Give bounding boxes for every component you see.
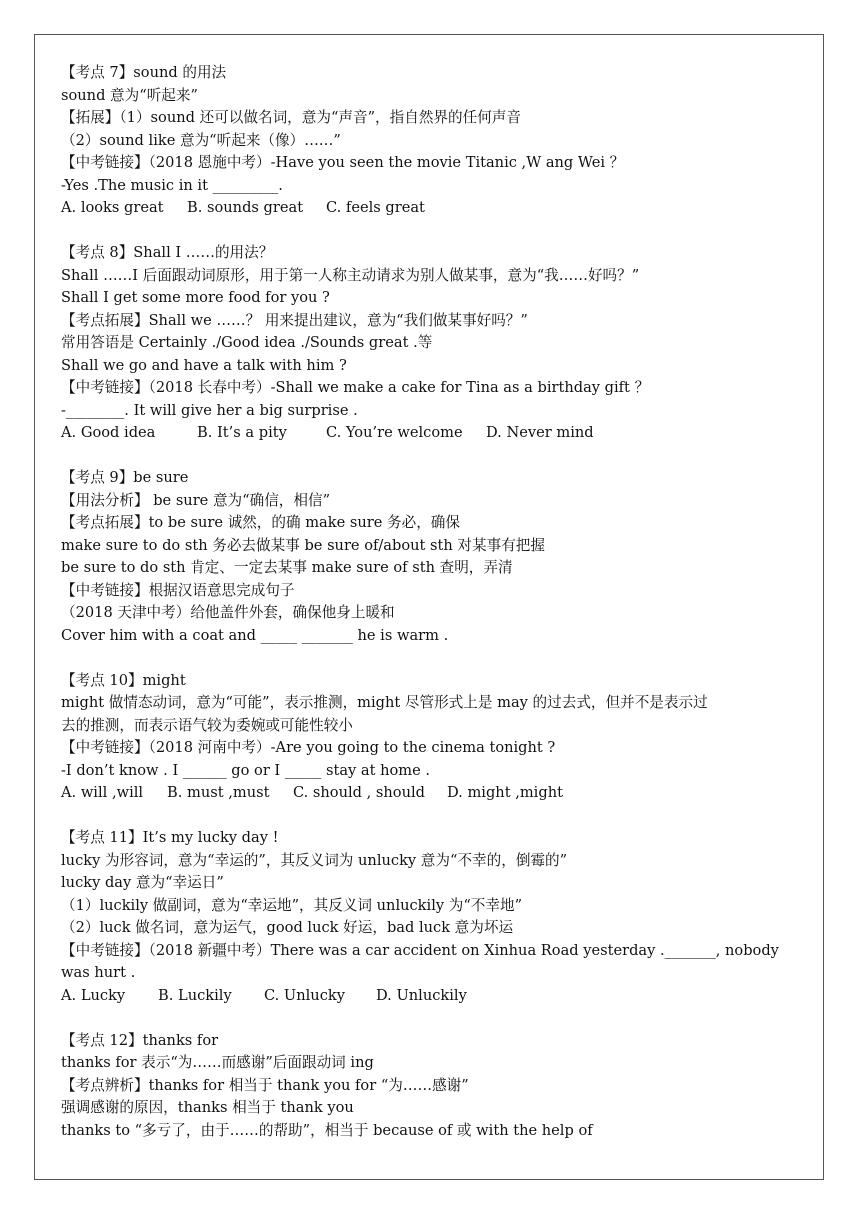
section-title: 【考点 10】might: [61, 671, 186, 689]
text-line: 【拓展】（1）sound 还可以做名词，意为“声音”，指自然界的任何声音: [61, 109, 521, 126]
option-a: A. Lucky: [61, 986, 126, 1004]
answer-options: [61, 197, 803, 220]
answer-options: [61, 422, 803, 445]
text-line: Shall ……I 后面跟动词原形，用于第一人称主动请求为别人做某事，意为“我……好吗？”: [61, 266, 640, 284]
text-line: thanks for 表示“为……而感谢”后面跟动词 ing: [61, 1054, 374, 1071]
text-line: （2）sound like 意为“听起来（像）……”: [61, 131, 341, 149]
text-line: 【用法分析】 be sure 意为“确信，相信”: [61, 491, 331, 509]
option-a: A. Good idea: [61, 424, 156, 441]
answer-options: [61, 782, 803, 805]
question-line: -________. It will give her a big surprise .: [61, 401, 358, 419]
option-c: C. You’re welcome: [326, 424, 463, 441]
section-point-7: [61, 62, 803, 220]
option-d: D. Never mind: [486, 424, 594, 441]
text-line: make sure to do sth 务必去做某事 be sure of/about sth 对某事有把握: [61, 536, 545, 554]
text-line: 常用答语是 Certainly ./Good idea ./Sounds great .等: [61, 334, 433, 351]
document-body: [61, 62, 803, 1142]
option-c: C. should , should: [293, 784, 426, 801]
option-d: D. might ,might: [447, 784, 563, 801]
text-line: lucky day 意为“幸运日”: [61, 874, 224, 891]
section-point-8: [61, 242, 803, 445]
option-b: B. Luckily: [158, 986, 232, 1004]
section-title: 【考点 8】Shall I ……的用法？: [61, 244, 274, 261]
section-point-10: [61, 670, 803, 805]
option-c: C. feels great: [326, 199, 425, 216]
text-line: 【中考链接】（2018 河南中考）-Are you going to the cinema tonight ?: [61, 739, 556, 756]
option-a: A. looks great: [61, 199, 164, 216]
text-line: Shall I get some more food for you ?: [61, 289, 330, 306]
option-c: C. Unlucky: [264, 986, 345, 1004]
text-line: （2）luck 做名词，意为运气，good luck 好运，bad luck 意为坏运: [61, 919, 514, 936]
text-line: 【中考链接】（2018 新疆中考）There was a car accident on Xinhua Road yesterday ._______, nobody: [61, 941, 779, 959]
text-line: be sure to do sth 肯定、一定去某事 make sure of sth 查明，弄清: [61, 559, 513, 576]
section-point-9: [61, 467, 803, 647]
text-line: Shall we go and have a talk with him ?: [61, 356, 347, 374]
question-line: Cover him with a coat and _____ _______ he is warm .: [61, 626, 449, 644]
section-point-11: [61, 827, 803, 1007]
text-line: was hurt .: [61, 964, 136, 981]
question-line: -I don’t know . I ______ go or I _____ stay at home .: [61, 761, 431, 779]
text-line: 【考点拓展】to be sure 诚然，的确 make sure 务必，确保: [61, 514, 460, 531]
section-title: 【考点 9】be sure: [61, 469, 189, 486]
text-line: （2018 天津中考）给他盖件外套，确保他身上暖和: [61, 604, 395, 621]
text-line: thanks to “多亏了，由于……的帮助”，相当于 because of 或 with the help of: [61, 1121, 593, 1139]
text-line: 【中考链接】（2018 恩施中考）-Have you seen the movie Titanic ,W ang Wei ？: [61, 154, 625, 171]
text-line: might 做情态动词，意为“可能”，表示推测，might 尽管形式上是 may 的过去式，但并不是表示过: [61, 694, 708, 711]
answer-options: [61, 985, 803, 1008]
section-title: 【考点 11】It’s my lucky day !: [61, 829, 279, 846]
section-point-12: [61, 1030, 803, 1143]
text-line: 【考点拓展】Shall we ……？ 用来提出建议，意为“我们做某事好吗？”: [61, 311, 528, 329]
option-b: B. It’s a pity: [197, 424, 287, 441]
option-b: B. sounds great: [187, 199, 304, 216]
question-line: -Yes .The music in it _________.: [61, 176, 283, 194]
text-line: sound 意为“听起来”: [61, 86, 198, 104]
text-line: lucky 为形容词，意为“幸运的”，其反义词为 unlucky 意为“不幸的，倒霉的”: [61, 851, 568, 869]
text-line: 【考点辨析】thanks for 相当于 thank you for “为……感谢”: [61, 1076, 469, 1094]
option-a: A. will ,will: [61, 784, 144, 801]
text-line: 【中考链接】（2018 长春中考）-Shall we make a cake for Tina as a birthday gift ？: [61, 379, 650, 396]
section-title: 【考点 7】sound 的用法: [61, 64, 227, 81]
text-line: 去的推测，而表示语气较为委婉或可能性较小: [61, 716, 353, 734]
text-line: 【中考链接】根据汉语意思完成句子: [61, 581, 295, 599]
option-b: B. must ,must: [167, 784, 270, 801]
section-title: 【考点 12】thanks for: [61, 1031, 219, 1049]
text-line: （1）luckily 做副词，意为“幸运地”，其反义词 unluckily 为“不幸地”: [61, 896, 523, 914]
text-line: 强调感谢的原因，thanks 相当于 thank you: [61, 1099, 354, 1116]
option-d: D. Unluckily: [376, 986, 467, 1004]
